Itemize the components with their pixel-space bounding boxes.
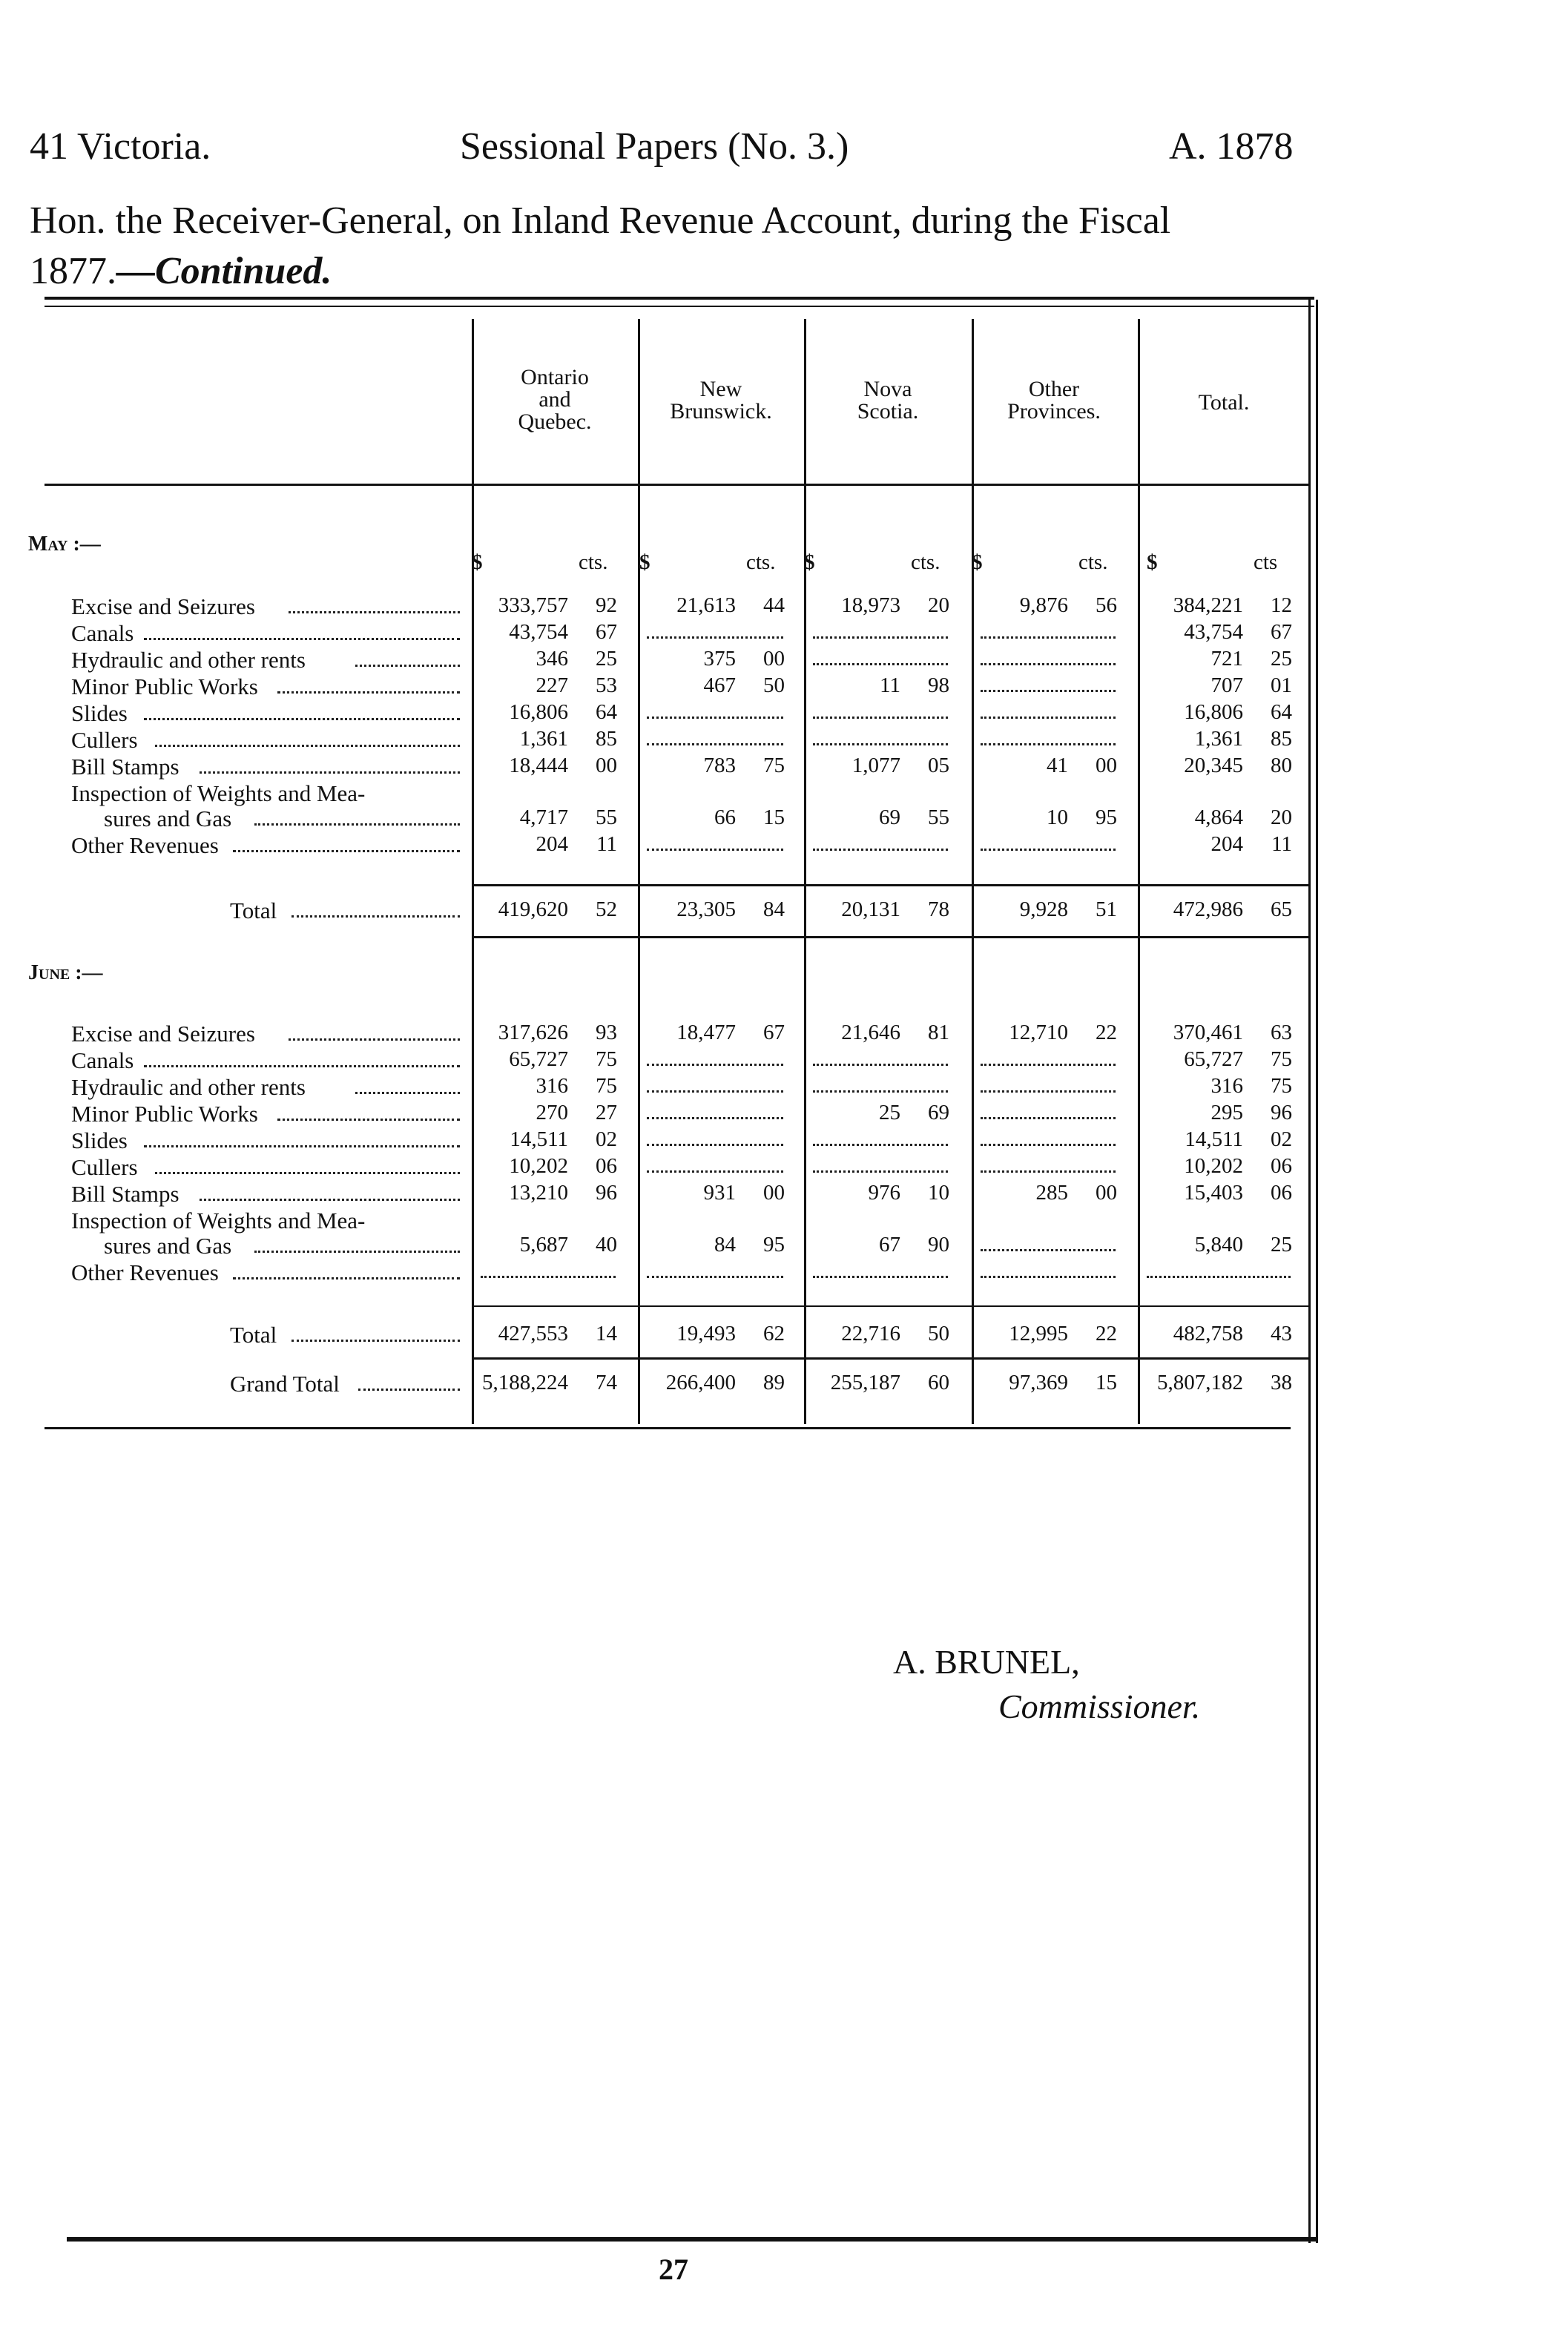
empty-cell-dots (981, 1276, 1116, 1278)
section-heading: May :— (28, 533, 101, 556)
cell-cents: 56 (1096, 593, 1117, 617)
cell-cents: 67 (1271, 620, 1292, 644)
cell-cents: 75 (596, 1074, 617, 1098)
cell-dollars: 11 (880, 673, 900, 697)
cell-dollars: 1,361 (519, 727, 568, 751)
cell-cents: 96 (596, 1181, 617, 1205)
empty-cell-dots (981, 1064, 1116, 1066)
cell-cents: 96 (1271, 1101, 1292, 1124)
leader-dots (233, 850, 460, 852)
cell-dollars: 97,369 (1009, 1371, 1068, 1394)
empty-cell-dots (981, 1090, 1116, 1093)
cell-cents: 52 (596, 897, 617, 921)
cell-dollars: 707 (1210, 673, 1243, 697)
cell-dollars: 10,202 (509, 1154, 568, 1178)
cell-dollars: 370,461 (1173, 1021, 1243, 1044)
column-header (806, 378, 969, 423)
empty-cell-dots (813, 849, 948, 851)
cell-cents: 64 (1271, 700, 1292, 724)
cell-dollars: 316 (1210, 1074, 1243, 1098)
empty-cell-dots (813, 663, 948, 665)
cell-dollars: 427,553 (498, 1322, 568, 1345)
unit-cents: cts. (579, 550, 608, 574)
cell-cents: 67 (596, 620, 617, 644)
cell-cents: 67 (763, 1021, 785, 1044)
cell-cents: 75 (596, 1047, 617, 1071)
empty-cell-dots (981, 1170, 1116, 1173)
cell-cents: 78 (928, 897, 949, 921)
page-title-continued (30, 249, 332, 293)
cell-dollars: 1,361 (1194, 727, 1243, 751)
cell-dollars: 10 (1047, 806, 1068, 829)
leader-dots (200, 1199, 460, 1201)
cell-dollars: 783 (703, 754, 736, 777)
leader-dots (155, 1172, 460, 1174)
cell-dollars: 472,986 (1173, 897, 1243, 921)
cell-dollars: 384,221 (1173, 593, 1243, 617)
signature-name: A. BRUNEL, (893, 1643, 1080, 1681)
cell-dollars: 13,210 (509, 1181, 568, 1205)
empty-cell-dots (647, 717, 783, 719)
cell-cents: 25 (1271, 1233, 1292, 1256)
empty-cell-dots (647, 1276, 783, 1278)
cell-dollars: 21,613 (676, 593, 736, 617)
cell-cents: 10 (928, 1181, 949, 1205)
page-bottom-rule (67, 2237, 1316, 2242)
column-header-line: Provinces. (1007, 399, 1101, 424)
cell-cents: 00 (763, 1181, 785, 1205)
cell-dollars: 295 (1210, 1101, 1243, 1124)
row-label: Hydraulic and other rents (71, 647, 306, 673)
running-header-center: Sessional Papers (No. 3.) (460, 125, 849, 168)
empty-cell-dots (981, 1249, 1116, 1251)
cell-dollars: 14,511 (1185, 1127, 1243, 1151)
section-divider-june-total (472, 1305, 1308, 1307)
column-header (1142, 392, 1305, 414)
cell-dollars: 333,757 (498, 593, 568, 617)
cell-cents: 92 (596, 593, 617, 617)
cell-dollars: 16,806 (1184, 700, 1243, 724)
cell-cents: 00 (1096, 1181, 1117, 1205)
column-header-line: Nova (863, 377, 912, 401)
row-label: Slides (71, 1127, 128, 1153)
leader-dots (144, 1145, 460, 1147)
cell-cents: 84 (763, 897, 785, 921)
cell-dollars: 18,973 (841, 593, 900, 617)
cell-cents: 06 (1271, 1154, 1292, 1178)
cell-cents: 11 (1271, 832, 1292, 856)
cell-dollars: 18,444 (509, 754, 568, 777)
row-label: Other Revenues (71, 1259, 219, 1285)
cell-cents: 75 (763, 754, 785, 777)
row-label: Canals (71, 1047, 134, 1073)
cell-dollars: 931 (703, 1181, 736, 1205)
cell-cents: 95 (1096, 806, 1117, 829)
cell-cents: 50 (928, 1322, 949, 1345)
cell-dollars: 5,807,182 (1157, 1371, 1243, 1394)
cell-cents: 01 (1271, 673, 1292, 697)
column-header (473, 366, 636, 433)
cell-cents: 27 (596, 1101, 617, 1124)
grand-total-label: Grand Total (230, 1371, 340, 1397)
cell-cents: 90 (928, 1233, 949, 1256)
cell-dollars: 721 (1210, 647, 1243, 671)
cell-dollars: 43,754 (509, 620, 568, 644)
empty-cell-dots (813, 1170, 948, 1173)
cell-dollars: 270 (536, 1101, 568, 1124)
cell-cents: 89 (763, 1371, 785, 1394)
cell-cents: 64 (596, 700, 617, 724)
column-header (972, 378, 1136, 423)
cell-cents: 00 (763, 647, 785, 671)
cell-dollars: 346 (536, 647, 568, 671)
unit-dollar: $ (804, 550, 815, 574)
section-divider-may-end (472, 936, 1308, 938)
cell-cents: 55 (596, 806, 617, 829)
empty-cell-dots (647, 1090, 783, 1093)
row-label: Other Revenues (71, 832, 219, 858)
cell-cents: 63 (1271, 1021, 1292, 1044)
cell-cents: 74 (596, 1371, 617, 1394)
row-label: Cullers (71, 1154, 138, 1180)
empty-cell-dots (813, 1144, 948, 1146)
column-header-rule (45, 484, 1308, 486)
unit-dollar: $ (472, 550, 483, 574)
title-year: 1877. (30, 250, 116, 292)
empty-cell-dots (981, 849, 1116, 851)
cell-cents: 25 (1271, 647, 1292, 671)
cell-cents: 00 (596, 754, 617, 777)
cell-dollars: 9,876 (1019, 593, 1068, 617)
cell-cents: 62 (763, 1322, 785, 1345)
cell-dollars: 976 (868, 1181, 900, 1205)
column-header-line: and (538, 387, 571, 412)
total-label: Total (230, 1322, 277, 1348)
cell-dollars: 266,400 (665, 1371, 736, 1394)
row-label: Slides (71, 700, 128, 726)
total-label: Total (230, 897, 277, 923)
cell-cents: 05 (928, 754, 949, 777)
row-label: Excise and Seizures (71, 1021, 255, 1047)
cell-cents: 55 (928, 806, 949, 829)
cell-cents: 93 (596, 1021, 617, 1044)
empty-cell-dots (813, 1064, 948, 1066)
cell-dollars: 255,187 (830, 1371, 900, 1394)
empty-cell-dots (981, 1117, 1116, 1119)
cell-dollars: 227 (536, 673, 568, 697)
empty-cell-dots (813, 636, 948, 639)
empty-cell-dots (981, 663, 1116, 665)
row-label: Hydraulic and other rents (71, 1074, 306, 1100)
leader-dots (144, 638, 460, 640)
column-header-line: Total. (1198, 390, 1250, 415)
cell-dollars: 12,710 (1009, 1021, 1068, 1044)
cell-dollars: 467 (703, 673, 736, 697)
cell-cents: 22 (1096, 1322, 1117, 1345)
empty-cell-dots (647, 1064, 783, 1066)
cell-cents: 85 (1271, 727, 1292, 751)
section-divider-grand (472, 1357, 1308, 1360)
cell-dollars: 1,077 (851, 754, 900, 777)
cell-cents: 20 (1271, 806, 1292, 829)
cell-cents: 53 (596, 673, 617, 697)
row-label: Inspection of Weights and Mea- (71, 780, 366, 806)
unit-cents: cts. (911, 550, 941, 574)
unit-cents: cts (1254, 550, 1278, 574)
cell-cents: 85 (596, 727, 617, 751)
cell-dollars: 5,687 (519, 1233, 568, 1256)
empty-cell-dots (981, 743, 1116, 745)
cell-dollars: 375 (703, 647, 736, 671)
empty-cell-dots (813, 1090, 948, 1093)
cell-cents: 50 (763, 673, 785, 697)
cell-cents: 80 (1271, 754, 1292, 777)
cell-dollars: 69 (879, 806, 900, 829)
table-right-border (1308, 300, 1311, 2243)
cell-cents: 12 (1271, 593, 1292, 617)
empty-cell-dots (981, 636, 1116, 639)
cell-cents: 25 (596, 647, 617, 671)
table-top-rule (45, 297, 1314, 300)
cell-dollars: 65,727 (509, 1047, 568, 1071)
leader-dots (155, 745, 460, 747)
column-header-line: Scotia. (857, 399, 919, 424)
empty-cell-dots (813, 717, 948, 719)
empty-cell-dots (1147, 1276, 1291, 1278)
cell-dollars: 20,345 (1184, 754, 1243, 777)
row-label: Inspection of Weights and Mea- (71, 1208, 366, 1233)
cell-dollars: 4,864 (1194, 806, 1243, 829)
cell-cents: 06 (596, 1154, 617, 1178)
cell-cents: 22 (1096, 1021, 1117, 1044)
cell-dollars: 20,131 (841, 897, 900, 921)
empty-cell-dots (647, 636, 783, 639)
cell-dollars: 10,202 (1184, 1154, 1243, 1178)
row-label: Canals (71, 620, 134, 646)
page-number: 27 (659, 2253, 688, 2286)
running-header-left: 41 Victoria. (30, 125, 211, 168)
cell-dollars: 5,188,224 (482, 1371, 568, 1394)
empty-cell-dots (481, 1276, 616, 1278)
column-header-line: Brunswick. (670, 399, 772, 424)
cell-dollars: 419,620 (498, 897, 568, 921)
column-header-line: Ontario (521, 365, 589, 389)
cell-dollars: 482,758 (1173, 1322, 1243, 1345)
row-label: Minor Public Works (71, 673, 258, 699)
cell-dollars: 25 (879, 1101, 900, 1124)
row-label: Bill Stamps (71, 754, 179, 780)
cell-cents: 38 (1271, 1371, 1292, 1394)
cell-dollars: 16,806 (509, 700, 568, 724)
row-label: Cullers (71, 727, 138, 753)
column-header-line: Quebec. (518, 409, 592, 434)
empty-cell-dots (647, 1170, 783, 1173)
row-label: Excise and Seizures (71, 593, 255, 619)
cell-dollars: 65,727 (1184, 1047, 1243, 1071)
cell-cents: 51 (1096, 897, 1117, 921)
empty-cell-dots (813, 743, 948, 745)
cell-cents: 15 (763, 806, 785, 829)
leader-dots (200, 771, 460, 774)
leader-dots (144, 718, 460, 720)
cell-dollars: 5,840 (1194, 1233, 1243, 1256)
cell-dollars: 41 (1047, 754, 1068, 777)
cell-cents: 02 (1271, 1127, 1292, 1151)
row-label: Minor Public Works (71, 1101, 258, 1127)
unit-cents: cts. (746, 550, 776, 574)
signature-title: Commissioner. (998, 1687, 1201, 1725)
empty-cell-dots (647, 849, 783, 851)
cell-dollars: 9,928 (1019, 897, 1068, 921)
cell-cents: 14 (596, 1322, 617, 1345)
cell-dollars: 67 (879, 1233, 900, 1256)
table-bottom-rule (45, 1427, 1291, 1429)
cell-dollars: 14,511 (510, 1127, 568, 1151)
leader-dots (144, 1065, 460, 1067)
cell-cents: 06 (1271, 1181, 1292, 1205)
cell-dollars: 204 (536, 832, 568, 856)
cell-cents: 11 (596, 832, 617, 856)
cell-dollars: 19,493 (676, 1322, 736, 1345)
cell-dollars: 285 (1035, 1181, 1068, 1205)
row-label-continued: sures and Gas (104, 1233, 232, 1259)
running-header-right: A. 1878 (1169, 125, 1294, 168)
unit-dollar: $ (1147, 550, 1158, 574)
empty-cell-dots (981, 690, 1116, 692)
column-header-line: New (699, 377, 742, 401)
cell-dollars: 23,305 (676, 897, 736, 921)
leader-dots (233, 1277, 460, 1279)
cell-cents: 15 (1096, 1371, 1117, 1394)
cell-dollars: 18,477 (676, 1021, 736, 1044)
table-top-rule-2 (45, 306, 1314, 307)
cell-dollars: 316 (536, 1074, 568, 1098)
empty-cell-dots (647, 1144, 783, 1146)
cell-dollars: 317,626 (498, 1021, 568, 1044)
cell-cents: 75 (1271, 1047, 1292, 1071)
cell-dollars: 66 (714, 806, 736, 829)
cell-cents: 98 (928, 673, 949, 697)
cell-cents: 95 (763, 1233, 785, 1256)
empty-cell-dots (981, 1144, 1116, 1146)
cell-cents: 00 (1096, 754, 1117, 777)
unit-dollar: $ (972, 550, 983, 574)
cell-cents: 60 (928, 1371, 949, 1394)
cell-dollars: 21,646 (841, 1021, 900, 1044)
page-title: Hon. the Receiver-General, on Inland Revenue Account, during the Fiscal (30, 200, 1171, 242)
table-right-border-2 (1316, 300, 1318, 2243)
cell-dollars: 204 (1210, 832, 1243, 856)
cell-cents: 81 (928, 1021, 949, 1044)
cell-dollars: 22,716 (841, 1322, 900, 1345)
cell-dollars: 84 (714, 1233, 736, 1256)
cell-dollars: 12,995 (1009, 1322, 1068, 1345)
cell-dollars: 43,754 (1184, 620, 1243, 644)
cell-dollars: 15,403 (1184, 1181, 1243, 1205)
unit-dollar: $ (639, 550, 650, 574)
empty-cell-dots (647, 743, 783, 745)
cell-dollars: 4,717 (519, 806, 568, 829)
cell-cents: 40 (596, 1233, 617, 1256)
cell-cents: 75 (1271, 1074, 1292, 1098)
unit-cents: cts. (1078, 550, 1108, 574)
cell-cents: 69 (928, 1101, 949, 1124)
section-divider-may-total (472, 884, 1308, 886)
cell-cents: 44 (763, 593, 785, 617)
section-heading: June :— (28, 961, 103, 984)
cell-cents: 65 (1271, 897, 1292, 921)
column-header (639, 378, 803, 423)
row-label: Bill Stamps (71, 1181, 179, 1207)
empty-cell-dots (813, 1276, 948, 1278)
cell-cents: 20 (928, 593, 949, 617)
cell-cents: 43 (1271, 1322, 1292, 1345)
row-label-continued: sures and Gas (104, 806, 232, 831)
empty-cell-dots (981, 717, 1116, 719)
cell-cents: 02 (596, 1127, 617, 1151)
column-header-line: Other (1028, 377, 1080, 401)
title-continued-label: —Continued. (116, 250, 332, 292)
